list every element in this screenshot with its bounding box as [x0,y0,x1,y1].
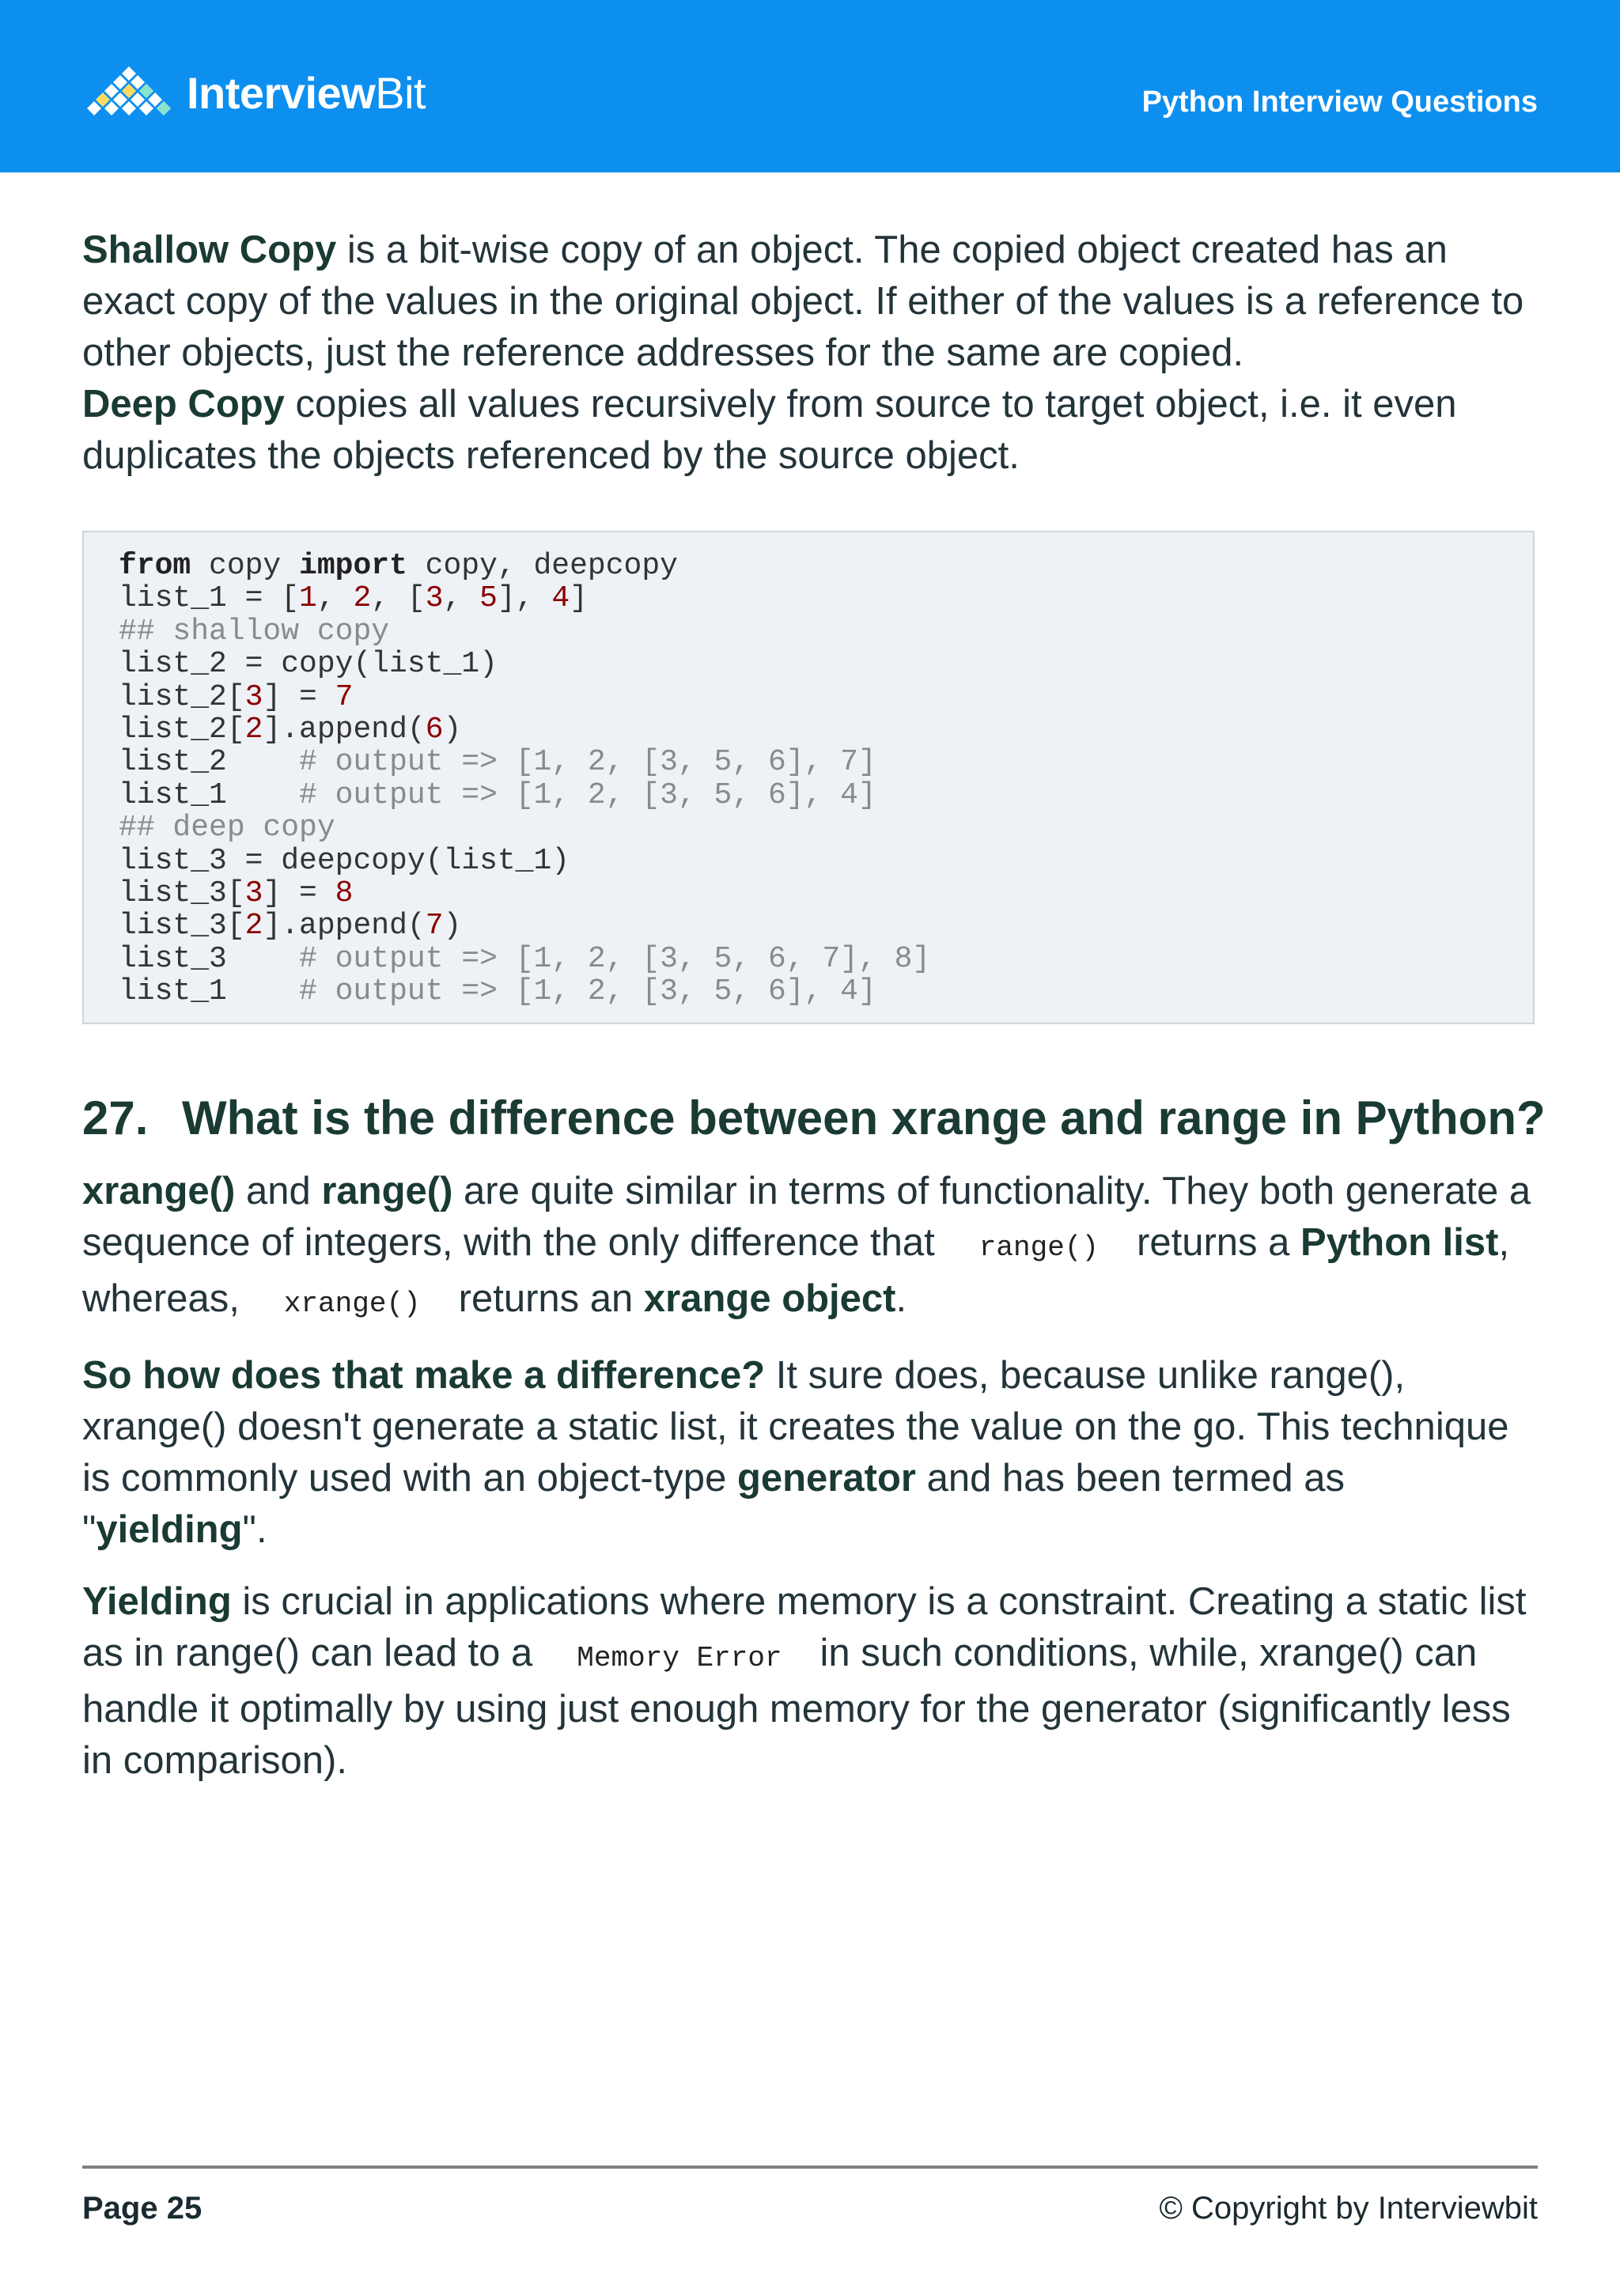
code-line: list_1 # output => [1, 2, [3, 5, 6], 4] [119,974,876,1009]
logo-diamond-icon [82,65,176,120]
code-line: from copy import copy, deepcopy [119,549,678,583]
code-line: list_3 # output => [1, 2, [3, 5, 6, 7], 8] [119,941,931,976]
inline-code-memory-error: Memory Error [577,1642,782,1674]
page-number: Page 25 [82,2191,202,2226]
code-line: list_3[2].append(7) [119,909,462,944]
code-line: list_2[3] = 7 [119,679,354,714]
yielding-paragraph: Yielding is crucial in applications where memory is a constraint. Creating a static list as in range() can lead to a Memory Error in such conditions, while, xrange() can handle it optimally by using just enough memory for the generator (significantly less in comparison). [82,1580,1527,1782]
section-heading: 27. What is the difference between xrange and range in Python? [82,1091,1546,1144]
difference-paragraph: So how does that make a difference? It sure does, because unlike range(), xrange() doesn't generate a static list, it creates the value on the go. This technique is commonly used with an object-type generator and has been termed as "yielding". [82,1354,1509,1551]
footer-divider [82,2166,1538,2169]
code-line: list_2[2].append(6) [119,713,462,747]
code-line: list_1 # output => [1, 2, [3, 5, 6], 4] [119,777,876,812]
logo-wordmark: InterviewBit [187,67,426,118]
code-line: ## deep copy [119,811,335,845]
code-line: list_3 = deepcopy(list_1) [119,843,570,878]
inline-code-range: range() [978,1231,1100,1264]
code-block[interactable] [82,531,1535,1024]
page-content [82,225,1546,1787]
interviewbit-logo[interactable] [82,65,426,120]
copyright-notice: © Copyright by Interviewbit [1159,2191,1538,2226]
page-header [0,0,1620,172]
shallow-copy-paragraph: Shallow Copy is a bit-wise copy of an object. The copied object created has an exact copy of the values in the original object. If either of the values is a reference to other objects, just the reference addresses for the same are copied. [82,229,1524,374]
code-line: list_3[3] = 8 [119,876,354,911]
code-line: list_2 = copy(list_1) [119,647,498,682]
deep-copy-paragraph: Deep Copy copies all values recursively from source to target object, i.e. it even duplicates the objects referenced by the source object. [82,383,1457,477]
code-line: list_2 # output => [1, 2, [3, 5, 6], 7] [119,745,876,780]
xrange-range-paragraph: xrange() and range() are quite similar in terms of functionality. They both generate a sequence of integers, with the only difference that range() returns a Python list, whereas, xrange() returns an xrange object. [82,1170,1531,1320]
code-line: ## shallow copy [119,614,390,649]
document-title: Python Interview Questions [1141,85,1538,119]
code-line: list_1 = [1, 2, [3, 5], 4] [119,581,588,616]
inline-code-xrange: xrange() [283,1288,421,1320]
